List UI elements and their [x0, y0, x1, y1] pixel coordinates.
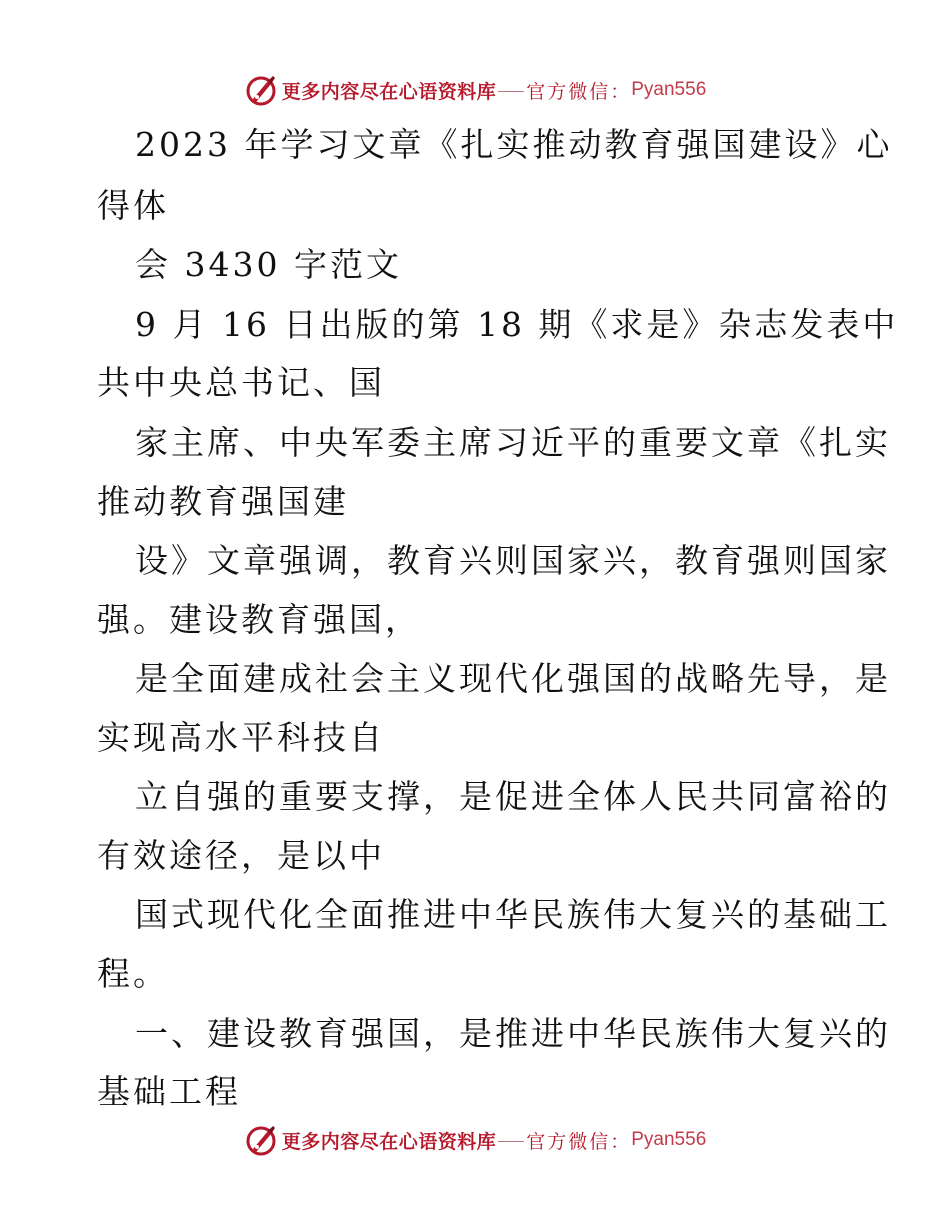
- body-line: 得体: [97, 186, 169, 225]
- header-official-label: 官方微信：: [526, 80, 632, 103]
- footer-divider: [498, 1141, 524, 1142]
- body-line: 会 3430 字范文: [135, 245, 402, 284]
- body-line: 设》文章强调，教育兴则国家兴，教育强则国家: [135, 541, 891, 580]
- body-line: 实现高水平科技自: [97, 718, 385, 757]
- body-line: 9 月 16 日出版的第 18 期《求是》杂志发表中: [135, 305, 899, 344]
- body-line: 家主席、中央军委主席习近平的重要文章《扎实: [135, 423, 891, 462]
- quill-pen-logo-icon: [244, 73, 278, 107]
- body-line: 2023 年学习文章《扎实推动教育强国建设》心: [135, 125, 893, 164]
- body-line: 立自强的重要支撑，是促进全体人民共同富裕的: [135, 777, 891, 816]
- header-wechat-id: Pyan556: [631, 79, 707, 100]
- footer-brand-text: 更多内容尽在心语资料库: [281, 1130, 497, 1153]
- body-line: 国式现代化全面推进中华民族伟大复兴的基础工: [135, 895, 891, 934]
- body-line: 基础工程: [97, 1072, 241, 1111]
- body-line: 程。: [97, 954, 169, 993]
- footer-wechat-id: Pyan556: [631, 1129, 707, 1150]
- footer-banner: [0, 1120, 950, 1160]
- body-line: 共中央总书记、国: [97, 363, 385, 402]
- header-divider: [498, 91, 524, 92]
- quill-pen-logo-icon: [244, 1123, 278, 1157]
- header-banner: [0, 70, 950, 110]
- header-brand-text: 更多内容尽在心语资料库: [281, 80, 497, 103]
- body-line: 是全面建成社会主义现代化强国的战略先导，是: [135, 659, 891, 698]
- body-line: 一、建设教育强国，是推进中华民族伟大复兴的: [135, 1014, 891, 1053]
- body-line: 推动教育强国建: [97, 482, 349, 521]
- body-line: 有效途径，是以中: [97, 836, 385, 875]
- body-line: 强。建设教育强国，: [97, 600, 421, 639]
- footer-official-label: 官方微信：: [526, 1130, 632, 1153]
